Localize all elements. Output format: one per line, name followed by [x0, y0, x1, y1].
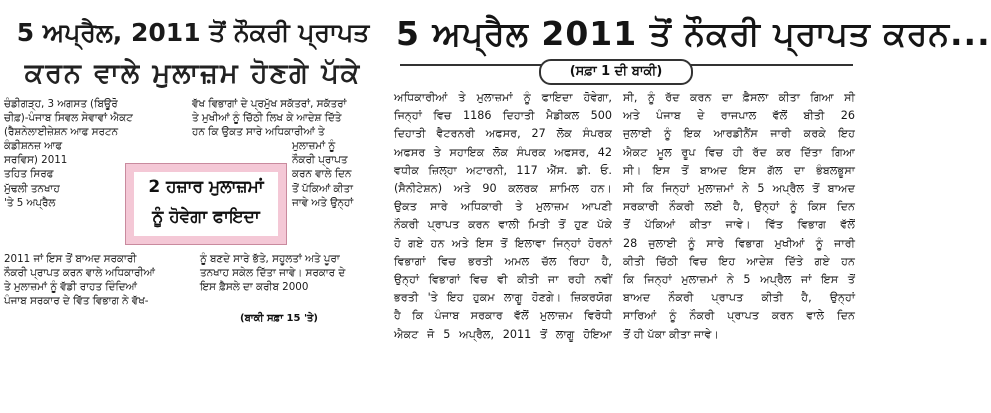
- text-line: ਉਨ੍ਹਾਂ ਵਿਭਾਗਾਂ ਵਿਚ ਵੀ ਕੀਤੀ ਜਾ ਰਹੀ ਨਵੀਂ: [394, 273, 612, 287]
- text-line: ਮੁਲਾਜ਼ਮਾਂ ਨੂੰ: [292, 140, 336, 153]
- right-column-1: [394, 89, 612, 344]
- text-line: ਚੰਡੀਗੜ੍ਹ, 3 ਅਗਸਤ (ਬਿਊਰੋ: [4, 98, 118, 110]
- left-column-1: [4, 97, 133, 210]
- text-line: ਸੀ। ਇਸ ਤੋਂ ਬਾਅਦ ਇਸ ਗੱਲ ਦਾ ਭੰਬਲਭੂਸਾ: [623, 163, 855, 177]
- text-line: ਨੌਕਰੀ ਪ੍ਰਾਪਤ ਕਰਨ ਵਾਲੀ ਮਿਤੀ ਤੋਂ ਹੁਣ ਪੱਕੇ: [394, 218, 612, 232]
- text-line: ਤੋਂ ਪੱਕਿਆਂ ਕੀਤਾ ਜਾਵੇ। ਵਿੱਤ ਵਿਭਾਗ ਵੱਲੋਂ: [623, 218, 855, 232]
- text-line: ਹਨ ਕਿ ਉਕਤ ਸਾਰੇ ਅਧਿਕਾਰੀਆਂ ਤੇ: [192, 126, 325, 139]
- text-line: ਉਕਤ ਸਾਰੇ ਅਧਿਕਾਰੀ ਤੇ ਮੁਲਾਜ਼ਮ ਆਪਣੀ: [394, 200, 612, 214]
- text-line: ਮੁੱਢਲੀ ਤਨਖਾਹ: [4, 182, 60, 195]
- text-line: ਜਿਨ੍ਹਾਂ ਵਿਚ 1186 ਦਿਹਾਤੀ ਮੈਡੀਕਲ 500: [394, 109, 612, 123]
- text-line: ਤੋਂ ਹੀ ਪੱਕਾ ਕੀਤਾ ਜਾਵੇ।: [623, 327, 720, 341]
- text-line: ਅਧਿਕਾਰੀਆਂ ਤੇ ਮੁਲਾਜ਼ਮਾਂ ਨੂੰ ਫਾਇਦਾ ਹੋਵੇਗਾ,: [394, 91, 612, 104]
- right-headline: 5 ਅਪ੍ਰੈਲ 2011 ਤੋਂ ਨੌਕਰੀ ਪ੍ਰਾਪਤ ਕਰਨ...: [396, 14, 991, 53]
- text-line: ਸੀ, ਨੂੰ ਰੱਦ ਕਰਨ ਦਾ ਫ਼ੈਸਲਾ ਕੀਤਾ ਗਿਆ ਸੀ: [623, 91, 855, 104]
- text-line: ਇਸ ਫ਼ੈਸਲੇ ਦਾ ਕਰੀਬ 2000: [200, 281, 309, 294]
- text-line: ਕੀਤੀ ਚਿੱਠੀ ਵਿਚ ਇਹ ਆਦੇਸ਼ ਦਿੱਤੇ ਗਏ ਹਨ: [623, 254, 855, 268]
- text-line: ਸਰਕਾਰੀ ਨੌਕਰੀ ਲਈ ਹੈ, ਉਨ੍ਹਾਂ ਨੂੰ ਕਿਸ ਦਿਨ: [623, 200, 855, 214]
- highlight-text: [134, 172, 278, 236]
- text-line: ਜੁਲਾਈ ਨੂੰ ਇਕ ਆਰਡੀਨੈਂਸ ਜਾਰੀ ਕਰਕੇ ਇਹ: [623, 127, 855, 141]
- text-line: ਤੋਂ ਪੱਕਿਆਂ ਕੀਤਾ: [292, 182, 354, 195]
- text-line: ਨੌਕਰੀ ਪ੍ਰਾਪਤ ਕਰਨ ਵਾਲੇ ਅਧਿਕਾਰੀਆਂ: [4, 267, 155, 280]
- text-line: ਨੌਕਰੀ ਪ੍ਰਾਪਤ: [292, 154, 348, 167]
- text-line: 'ਤੇ 5 ਅਪ੍ਰੈਲ: [4, 196, 56, 209]
- text-line: ਜਾਵੇ ਅਤੇ ਉਨ੍ਹਾਂ: [292, 196, 354, 209]
- left-column-4: [200, 252, 382, 294]
- text-line: ਕਰਨ ਵਾਲੇ ਦਿਨ: [292, 168, 352, 181]
- highlight-line1: 2 ਹਜ਼ਾਰ ਮੁਲਾਜ਼ਮਾਂ: [148, 177, 264, 197]
- highlight-line2: ਨੂੰ ਹੋਵੇਗਾ ਫਾਇਦਾ: [152, 207, 260, 227]
- text-line: ਹੋ ਗਏ ਹਨ ਅਤੇ ਇਸ ਤੋਂ ਇਲਾਵਾ ਜਿਨ੍ਹਾਂ ਹੋਰਨਾਂ: [394, 236, 612, 250]
- text-line: ਕਿ ਜਿਨ੍ਹਾਂ ਮੁਲਾਜ਼ਮਾਂ ਨੇ 5 ਅਪ੍ਰੈਲ ਜਾਂ ਇਸ ਤੋਂ: [623, 273, 855, 287]
- text-line: ਐਕਟ ਮੂਲ ਰੂਪ ਵਿਚ ਹੀ ਰੱਦ ਕਰ ਦਿੱਤਾ ਗਿਆ: [623, 145, 855, 159]
- text-line: 28 ਜੁਲਾਈ ਨੂੰ ਸਾਰੇ ਵਿਭਾਗ ਮੁਖੀਆਂ ਨੂੰ ਜਾਰੀ: [623, 236, 855, 250]
- text-line: ਤੇ ਮੁਖੀਆਂ ਨੂੰ ਚਿੱਠੀ ਲਿਖ ਕੇ ਆਦੇਸ਼ ਦਿੱਤੇ: [192, 112, 342, 125]
- text-line: ਸਰਵਿਸ) 2011: [4, 154, 68, 167]
- continued-on-page-label: (ਬਾਕੀ ਸਫ਼ਾ 15 'ਤੇ): [240, 313, 318, 324]
- text-line: ਸੀ ਕਿ ਜਿਨ੍ਹਾਂ ਮੁਲਾਜ਼ਮਾਂ ਨੇ 5 ਅਪ੍ਰੈਲ ਤੋਂ ਬਾਅਦ: [623, 182, 855, 196]
- text-line: ਪੰਜਾਬ ਸਰਕਾਰ ਦੇ ਵਿੱਤ ਵਿਭਾਗ ਨੇ ਵੱਖ-: [4, 295, 149, 308]
- text-line: ਵਧੀਕ ਜ਼ਿਲ੍ਹਾ ਅਟਾਰਨੀ, 117 ਐੱਸ. ਡੀ. ਓ.: [394, 163, 612, 177]
- text-line: ਚੀਫ਼)-ਪੰਜਾਬ ਸਿਵਲ ਸੇਵਾਵਾਂ ਐਕਟ: [4, 112, 133, 125]
- text-line: ਵਿਭਾਗਾਂ ਵਿਚ ਭਰਤੀ ਅਮਲ ਚੱਲ ਰਿਹਾ ਹੈ,: [394, 254, 612, 268]
- left-headline-line1: 5 ਅਪ੍ਰੈਲ, 2011 ਤੋਂ ਨੌਕਰੀ ਪ੍ਰਾਪਤ: [16, 18, 370, 47]
- text-line: ਅਤੇ ਪੰਜਾਬ ਦੇ ਰਾਜਪਾਲ ਵੱਲੋਂ ਬੀਤੀ 26: [623, 109, 855, 123]
- right-column-2: [623, 89, 855, 344]
- text-line: ਐਕਟ ਜੋ 5 ਅਪ੍ਰੈਲ, 2011 ਤੋਂ ਲਾਗੂ ਹੋਇਆ: [394, 327, 612, 341]
- text-line: ਸਾਰਿਆਂ ਨੂੰ ਨੌਕਰੀ ਪ੍ਰਾਪਤ ਕਰਨ ਵਾਲੇ ਦਿਨ: [623, 309, 855, 323]
- text-line: ਅਫਸਰ ਤੇ ਸਹਾਇਕ ਲੋਕ ਸੰਪਰਕ ਅਫਸਰ, 42: [394, 145, 612, 159]
- left-headline-line2: ਕਰਨ ਵਾਲੇ ਮੁਲਾਜ਼ਮ ਹੋਣਗੇ ਪੱਕੇ: [24, 58, 362, 89]
- text-line: ਦਿਹਾਤੀ ਵੈਟਰਨਰੀ ਅਫਸਰ, 27 ਲੋਕ ਸੰਪਰਕ: [394, 127, 612, 141]
- text-line: ਨੂੰ ਬਣਦੇ ਸਾਰੇ ਭੱਤੇ, ਸਹੂਲਤਾਂ ਅਤੇ ਪੂਰਾ: [200, 253, 340, 265]
- left-news-clipping: [0, 0, 386, 413]
- text-line: (ਰੈਸ਼ਨੇਲਾਈਜ਼ੇਸ਼ਨ ਆਫ ਸਰਟਨ: [4, 126, 118, 139]
- text-line: ਹੈ ਕਿ ਪੰਜਾਬ ਸਰਕਾਰ ਵੱਲੋਂ ਮੁਲਾਜ਼ਮ ਵਿਰੋਧੀ: [394, 309, 612, 323]
- text-line: ਤੇ ਮੁਲਾਜ਼ਮਾਂ ਨੂੰ ਵੱਡੀ ਰਾਹਤ ਦਿੰਦਿਆਂ: [4, 281, 137, 294]
- left-column-3: [4, 252, 190, 308]
- highlight-box: [125, 163, 287, 245]
- text-line: ਭਰਤੀ 'ਤੇ ਇਹ ਹੁਕਮ ਲਾਗੂ ਹੋਣਗੇ। ਜ਼ਿਕਰਯੋਗ: [394, 291, 612, 305]
- text-line: 2011 ਜਾਂ ਇਸ ਤੋਂ ਬਾਅਦ ਸਰਕਾਰੀ: [4, 253, 137, 265]
- right-news-clipping: [392, 0, 991, 413]
- text-line: ਤਨਖਾਹ ਸਕੇਲ ਦਿੱਤਾ ਜਾਵੇ। ਸਰਕਾਰ ਦੇ: [200, 267, 346, 280]
- text-line: ਕੰਡੀਸ਼ਨਜ਼ ਆਫ: [4, 140, 63, 153]
- text-line: (ਸੈਨੀਟੇਸ਼ਨ) ਅਤੇ 90 ਕਲਰਕ ਸ਼ਾਮਿਲ ਹਨ।: [394, 182, 612, 196]
- text-line: ਤਹਿਤ ਸਿਰਫ: [4, 168, 54, 181]
- text-line: ਬਾਅਦ ਨੌਕਰੀ ਪ੍ਰਾਪਤ ਕੀਤੀ ਹੈ, ਉਨ੍ਹਾਂ: [623, 291, 855, 305]
- text-line: ਵੱਖ ਵਿਭਾਗਾਂ ਦੇ ਪ੍ਰਮੁੱਖ ਸਕੱਤਰਾਂ, ਸਕੱਤਰਾਂ: [192, 98, 347, 110]
- continuation-label: (ਸਫ਼ਾ 1 ਦੀ ਬਾਕੀ): [539, 59, 693, 85]
